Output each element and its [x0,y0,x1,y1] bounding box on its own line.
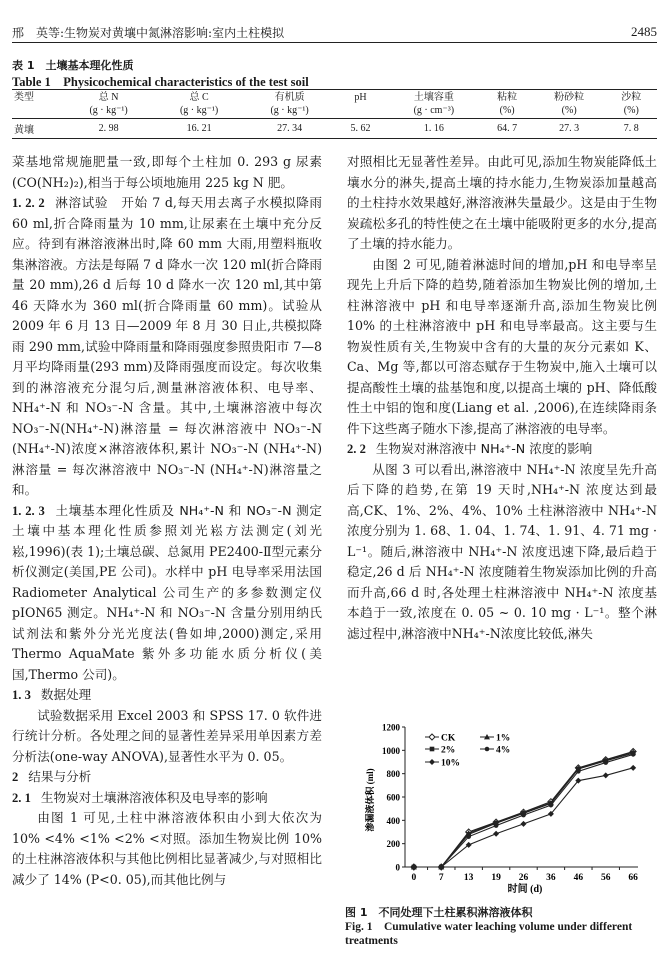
data-point [493,831,499,837]
table-cell: 64. 7 [481,119,532,139]
legend-item [480,734,510,744]
column-name: pH [354,92,367,103]
x-tick-label: 13 [463,873,474,883]
y-tick-label: 1000 [382,745,400,756]
column-name: 总 C [189,92,209,103]
column-header [335,90,386,119]
column-header [12,90,63,119]
column-unit: (%) [499,105,515,116]
column-unit: (g · kg⁻¹) [179,105,219,116]
legend-marker [429,759,435,765]
y-tick-label: 800 [386,769,400,780]
column-name: 类型 [14,92,34,103]
column-name: 粘粒 [497,92,518,103]
section-number: 2 [12,770,19,784]
section-title: 数据处理 [40,687,92,702]
legend-marker [430,747,435,752]
legend-label: CK [441,733,456,744]
column-header [533,90,606,119]
section-2-heading [12,767,322,788]
legend-item [425,734,456,744]
series-10pct [411,765,636,870]
y-tick-label: 0 [395,862,400,873]
section-title: 生物炭对土壤淋溶液体积及电导率的影响 [40,789,268,805]
data-point [494,823,499,828]
section-1-3-heading [12,685,322,706]
column-unit: (g · cm⁻³) [413,105,455,116]
paragraph: 试验数据采用 Excel 2003 和 SPSS 17. 0 软件进行统计分析。各处理之间的显著性差异采用单因素方差分析法(one-way ANOVA),显著性水平为 0. 05。 [12,707,322,764]
legend-label: 4% [496,745,511,756]
table-cell: 27. 34 [244,119,335,139]
paragraph: 由图 2 可见,随着淋滤时间的增加,pH 和电导率呈现先上升后下降的趋势,随着添加生物炭比例的增加,土柱淋溶液中 pH 和电导率逐渐升高,添加生物炭比例 10% 的土柱淋溶液中 pH 和电导率最高。这主要与生物炭性质有关,生物炭中含有的大量的灰分元素如 K、Ca、Mg 等,都以可溶态赋存于生物炭中,施入土壤可以提高酸性土壤的盐基饱和度,以提高土壤的 pH、降低酸性土中铝的饱和度(Liang et al. ,2006),在连续降雨条件下这些离子随水下渗,提高了淋溶液的电导率。 [347,256,657,436]
section-body: 开始 7 d,每天用去离子水模拟降雨 60 ml,折合降雨量为 10 mm,让尿素在土壤中充分反应。待到有淋溶液淋出时,降 60 mm 大雨,用塑料瓶收集淋溶液。方法是每隔 7 d 降水一次 120 ml(折合降雨量 20 mm),26 d 后每 10 d 降水一次 120 ml,其中第 46 天降水为 360 ml(折合降雨量 60 mm)。试验从 2009 年 6 月 13 日—2009 年 8 月 30 日止,共模拟降雨 290 mm,试验中降雨量和降雨强度参照贵阳市 7—8 月平均降雨量(293 mm)及降雨强度而设定。每次收集到的淋溶液充分混匀后,测量淋溶液体积、电导率、NH₄⁺-N 和 NO₃⁻-N 含量。其中,土壤淋溶液中每次 NO₃⁻-N(NH₄⁺-N)淋溶量 = 每次淋溶液中 NO₃⁻-N (NH₄⁺-N)浓度×淋溶液体积,累计 NO₃⁻-N (NH₄⁺-N)淋溶量 = 每次淋溶液中 NO₃⁻-N (NH₄⁺-N)淋溶量之和。 [12,195,323,497]
section-number: 2. 2 [347,442,366,456]
paragraph: 对照相比无显著性差异。由此可见,添加生物炭能降低土壤水分的淋失,提高土壤的持水能力,生物炭添加量越高的土柱持水效果越好,淋溶液淋失量最少。这是由于生物炭疏松多孔的特性使之在土壤中能吸附更多的水分,提高了土壤的持水能力。 [347,154,657,251]
column-unit: (g · kg⁻¹) [270,105,309,116]
column-header [606,90,657,119]
table-cell: 2. 98 [63,119,154,139]
column-header [244,90,335,119]
section-number: 2. 1 [12,790,31,805]
table-caption-cn: 表 1 土壤基本理化性质 [12,59,134,72]
running-title: 邢 英等:生物炭对黄壤中氮淋溶影响:室内土柱模拟 [12,26,285,40]
section-title: 结果与分析 [28,769,92,784]
table-row [12,119,657,139]
left-column [12,152,322,890]
right-column [347,152,657,644]
section-number: 1. 2. 2 [12,196,45,210]
table-cell: 7. 8 [606,119,657,139]
legend-item [425,746,455,756]
x-tick-label: 56 [600,873,611,883]
running-header [12,22,657,43]
legend-marker [485,747,490,752]
x-tick-label: 0 [411,873,417,883]
chart-legend [425,734,510,769]
section-body: 土壤中基本理化性质参照刘光崧方法测定(刘光崧,1996)(表 1);土壤总碳、总氮用 PE2400-Ⅱ型元素分析仪测定(美国,PE 公司)。水样中 pH 电导率采用法国 Radiometer Analytical 公司生产的多参数测定仪 pION65 测定。NH₄⁺-N 和 NO₃⁻-N 含量分别用纳氏试剂法和紫外分光光度法(鲁如坤,2000)测定,采用 Thermo AquaMate 紫外多功能水质分析仪(美国,Thermo 公司)。 [12,523,322,682]
y-tick-label: 600 [386,792,400,803]
table-cell: 16. 21 [154,119,245,139]
data-point [549,803,554,808]
table-cell: 黄壤 [12,119,63,139]
section-title: 生物炭对淋溶液中 NH₄⁺-N 浓度的影响 [375,441,593,456]
column-name: 土壤容重 [413,92,454,103]
y-tick-label: 400 [386,815,400,826]
section-title: 土壤基本理化性质及 NH₄⁺-N 和 NO₃⁻-N 测定 [54,502,323,518]
legend-label: 2% [441,745,456,756]
section-number: 1. 2. 3 [12,503,45,518]
data-point [521,813,526,818]
section-2-2-heading [347,439,657,460]
data-point [466,834,471,839]
legend-item [425,759,460,769]
page-number: 2485 [631,24,657,39]
paragraph: 从图 3 可以看出,淋溶液中 NH₄⁺-N 浓度呈先升高后下降的趋势,在第 19 天时,NH₄⁺-N 浓度达到最高,CK、1%、2%、4%、10% 土柱淋溶液中 NH₄⁺-N 浓度分别为 1. 68、1. 04、1. 74、1. 91、4. 71 mg · L⁻¹。随后,淋溶液中 NH₄⁺-N 浓度迅速下降,最后趋于稳定,26 d 后 NH₄⁺-N 浓度随着生物炭添加比例的升高而升高,66 d 时,各处理土柱淋溶液中 NH₄⁺-N 浓度基本趋于一致,浓度在 0. 05 ~ 0. 10 mg · L⁻¹。整个淋滤过程中,淋溶液中NH₄⁺-N浓度比较低,淋失 [347,461,657,641]
data-point [603,760,608,765]
column-name: 总 N [98,92,119,103]
section-1-2-2 [12,193,322,501]
x-tick-label: 66 [628,873,638,883]
data-point [631,752,636,757]
x-tick-label: 19 [491,873,501,883]
legend-label: 10% [441,758,460,769]
column-unit: (%) [561,105,577,116]
y-axis-label: 渗漏液体积 (ml) [365,768,375,832]
x-tick-label: 7 [438,873,444,883]
column-unit: (g · kg⁻¹) [89,105,128,116]
x-tick-label: 26 [518,873,529,883]
legend-item [480,746,510,756]
data-point [576,769,581,774]
y-tick-label: 1200 [382,722,400,733]
series-line [414,768,633,867]
y-tick-label: 200 [386,839,400,850]
column-unit [337,104,384,117]
table-cell: 5. 62 [335,119,386,139]
section-2-1-heading [12,788,322,809]
x-tick-label: 46 [573,873,584,883]
x-tick-label: 36 [546,873,556,883]
section-title: 淋溶试验 [54,195,109,210]
figure-1-caption [345,906,657,948]
column-name: 沙粒 [621,92,642,103]
column-name: 有机质 [274,92,305,103]
column-header [154,90,245,119]
figure-1 [345,715,669,895]
soil-properties-table [12,89,657,139]
column-header [386,90,481,119]
column-name: 粉砂粒 [554,92,585,103]
table-body [12,119,657,139]
data-point [630,765,636,771]
figure-caption-en: Fig. 1 Cumulative water leaching volume under different treatments [345,921,633,947]
table-cell: 1. 16 [386,119,481,139]
table-cell: 27. 3 [533,119,606,139]
column-unit: (%) [623,105,639,116]
column-header [481,90,532,119]
column-header [63,90,154,119]
section-1-2-3 [12,501,322,686]
section-number: 1. 3 [12,688,31,702]
data-point [603,772,609,778]
table-caption-en: Table 1 Physicochemical characteristics of the test soil [12,75,309,89]
legend-label: 1% [496,733,511,744]
leaching-volume-chart [345,715,669,895]
x-axis-label: 时间 (d) [507,884,543,895]
paragraph: 菜基地常规施肥量一致,即每个土柱加 0. 293 g 尿素(CO(NH₂)₂),相当于每公顷地施用 225 kg N 肥。 [12,154,322,190]
column-unit [14,104,61,117]
table-header-row [12,90,657,119]
paragraph: 由图 1 可见,土柱中淋溶液体积由小到大依次为 10% <4% <1% <2% <对照。添加生物炭比例 10% 的土柱淋溶液体积与其他比例相比显著减少,与对照相比减少了 14% (P<0. 05),而其他比例与 [12,810,322,887]
data-point [521,821,527,827]
legend-marker [429,734,435,740]
figure-caption-cn: 图 1 不同处理下土柱累积淋溶液体积 [345,906,533,919]
